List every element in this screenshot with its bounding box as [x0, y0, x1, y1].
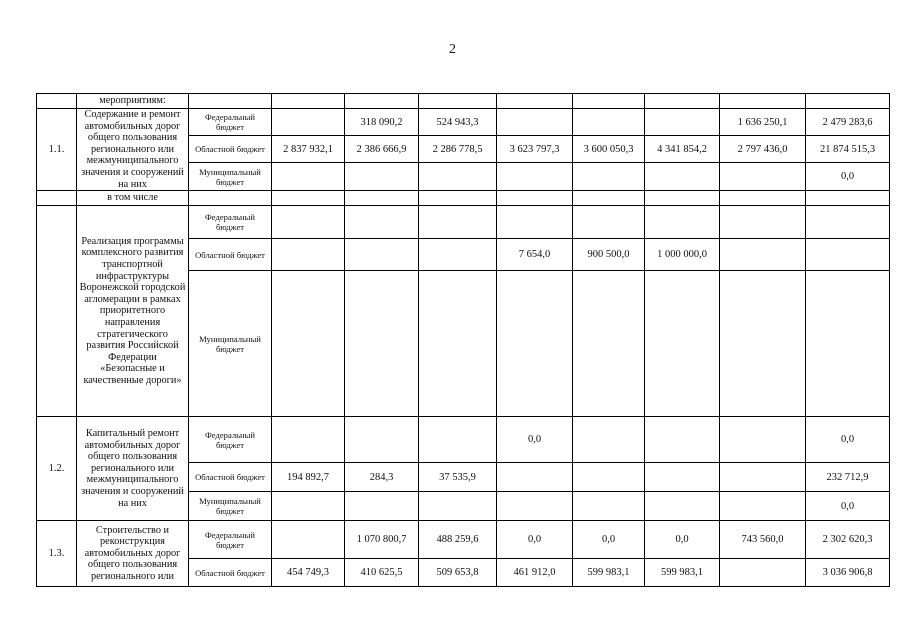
value-cell: [806, 239, 890, 271]
value-cell: 2 386 666,9: [345, 136, 419, 163]
section-name: Реализация программы комплексного развития транспортной инфраструктуры Воронежской городской агломерации в рамках приоритетного направления стратегического развития Российской Федерации «Безопасные и качественные дороги»: [77, 206, 189, 417]
value-cell: 3 600 050,3: [573, 136, 645, 163]
section-number: 1.3.: [37, 521, 77, 587]
source-label: Федеральный бюджет: [189, 521, 272, 559]
value-cell: [573, 206, 645, 239]
in-that-number-label: в том числе: [77, 191, 189, 206]
value-cell: 284,3: [345, 463, 419, 492]
value-cell: 3 036 906,8: [806, 559, 890, 587]
source-label: Областной бюджет: [189, 136, 272, 163]
value-cell: [497, 492, 573, 521]
value-cell: [272, 271, 345, 417]
value-cell: [645, 417, 720, 463]
table-row: [37, 191, 890, 206]
value-cell: [573, 417, 645, 463]
source-label: Муниципальный бюджет: [189, 271, 272, 417]
value-cell: [573, 463, 645, 492]
source-label: Муниципальный бюджет: [189, 492, 272, 521]
value-cell: [497, 163, 573, 191]
value-cell: [573, 492, 645, 521]
value-cell: [419, 239, 497, 271]
value-cell: [645, 163, 720, 191]
value-cell: [272, 492, 345, 521]
value-cell: 0,0: [645, 521, 720, 559]
value-cell: [645, 463, 720, 492]
source-label: Муниципальный бюджет: [189, 163, 272, 191]
value-cell: [272, 206, 345, 239]
section-number: 1.1.: [37, 109, 77, 191]
value-cell: [720, 492, 806, 521]
value-cell: 1 070 800,7: [345, 521, 419, 559]
value-cell: 232 712,9: [806, 463, 890, 492]
value-cell: [497, 109, 573, 136]
value-cell: [497, 206, 573, 239]
value-cell: [497, 463, 573, 492]
value-cell: 0,0: [497, 521, 573, 559]
value-cell: [645, 109, 720, 136]
value-cell: [272, 417, 345, 463]
value-cell: [345, 206, 419, 239]
table-row: [37, 521, 890, 559]
value-cell: 2 479 283,6: [806, 109, 890, 136]
value-cell: 1 000 000,0: [645, 239, 720, 271]
value-cell: [645, 492, 720, 521]
value-cell: 743 560,0: [720, 521, 806, 559]
value-cell: [720, 463, 806, 492]
value-cell: 2 837 932,1: [272, 136, 345, 163]
value-cell: [345, 239, 419, 271]
value-cell: 2 302 620,3: [806, 521, 890, 559]
value-cell: 7 654,0: [497, 239, 573, 271]
source-label: Областной бюджет: [189, 239, 272, 271]
value-cell: [806, 271, 890, 417]
value-cell: [345, 271, 419, 417]
value-cell: 2 797 436,0: [720, 136, 806, 163]
value-cell: [272, 239, 345, 271]
value-cell: [419, 206, 497, 239]
value-cell: [497, 271, 573, 417]
value-cell: 194 892,7: [272, 463, 345, 492]
section-name: Капитальный ремонт автомобильных дорог общего пользования регионального или межмуниципального значения и сооружений на них: [77, 417, 189, 521]
value-cell: [272, 109, 345, 136]
table-row: [37, 206, 890, 239]
value-cell: [419, 163, 497, 191]
value-cell: 0,0: [573, 521, 645, 559]
value-cell: 2 286 778,5: [419, 136, 497, 163]
value-cell: [345, 163, 419, 191]
value-cell: 900 500,0: [573, 239, 645, 271]
value-cell: [720, 206, 806, 239]
value-cell: [272, 163, 345, 191]
value-cell: [806, 206, 890, 239]
value-cell: 3 623 797,3: [497, 136, 573, 163]
header-continuation: мероприятиям:: [77, 94, 189, 109]
table-row: [37, 94, 890, 109]
value-cell: 599 983,1: [573, 559, 645, 587]
section-name: Содержание и ремонт автомобильных дорог общего пользования регионального или межмуниципального значения и сооружений на них: [77, 109, 189, 191]
value-cell: [272, 521, 345, 559]
value-cell: 0,0: [806, 417, 890, 463]
budget-table: [36, 93, 890, 587]
page-number: 2: [449, 42, 456, 57]
value-cell: [419, 417, 497, 463]
value-cell: 0,0: [497, 417, 573, 463]
value-cell: [345, 492, 419, 521]
value-cell: 524 943,3: [419, 109, 497, 136]
source-label: Областной бюджет: [189, 463, 272, 492]
source-label: Федеральный бюджет: [189, 109, 272, 136]
value-cell: [645, 271, 720, 417]
value-cell: 461 912,0: [497, 559, 573, 587]
section-number: [37, 206, 77, 417]
value-cell: 4 341 854,2: [645, 136, 720, 163]
value-cell: [720, 417, 806, 463]
value-cell: 410 625,5: [345, 559, 419, 587]
section-number: 1.2.: [37, 417, 77, 521]
source-label: Областной бюджет: [189, 559, 272, 587]
table-row: [37, 109, 890, 136]
value-cell: 509 653,8: [419, 559, 497, 587]
value-cell: 0,0: [806, 163, 890, 191]
value-cell: [419, 492, 497, 521]
value-cell: [419, 271, 497, 417]
value-cell: [720, 559, 806, 587]
value-cell: [720, 163, 806, 191]
value-cell: 454 749,3: [272, 559, 345, 587]
source-label: Федеральный бюджет: [189, 206, 272, 239]
value-cell: [573, 109, 645, 136]
value-cell: 1 636 250,1: [720, 109, 806, 136]
value-cell: [720, 239, 806, 271]
section-name: Строительство и реконструкция автомобильных дорог общего пользования регионального или: [77, 521, 189, 587]
value-cell: 318 090,2: [345, 109, 419, 136]
table-row: [37, 417, 890, 463]
value-cell: 599 983,1: [645, 559, 720, 587]
value-cell: [573, 271, 645, 417]
value-cell: 37 535,9: [419, 463, 497, 492]
value-cell: [645, 206, 720, 239]
value-cell: 488 259,6: [419, 521, 497, 559]
value-cell: 21 874 515,3: [806, 136, 890, 163]
value-cell: [573, 163, 645, 191]
source-label: Федеральный бюджет: [189, 417, 272, 463]
value-cell: [345, 417, 419, 463]
value-cell: 0,0: [806, 492, 890, 521]
value-cell: [720, 271, 806, 417]
